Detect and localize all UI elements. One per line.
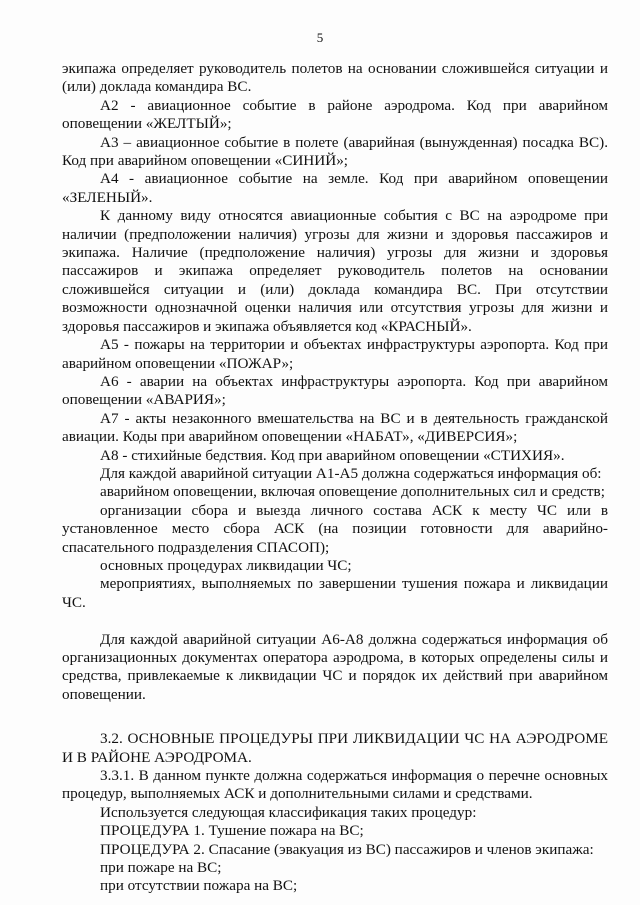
procedure-2: ПРОЦЕДУРА 2. Спасание (эвакуация из ВС) пассажиров и членов экипажа: — [100, 840, 594, 858]
paragraph-a1-a5-info: Для каждой аварийной ситуации А1-А5 должна содержаться информация об: — [100, 464, 602, 482]
paragraph-a6: А6 - аварии на объектах инфраструктуры аэропорта. Код при аварийном оповещении «АВАРИЯ»; — [62, 372, 608, 409]
procedure-2-fire: при пожаре на ВС; — [100, 859, 222, 877]
paragraph-a5: А5 - пожары на территории и объектах инфраструктуры аэропорта. Код при аварийном оповещении «ПОЖАР»; — [62, 336, 608, 372]
paragraph-a4: А4 - авиационное событие на земле. Код при аварийном оповещении «ЗЕЛЕНЫЙ». — [62, 170, 608, 206]
list-item-assembly: организации сбора и выезда личного состава АСК к месту ЧС или в установленное место сбора АСК (на позиции готовности для аварийно-спасательного подразделения СПАСОП); — [62, 501, 608, 556]
procedure-2-no-fire: при отсутствии пожара на ВС; — [100, 877, 298, 895]
document-body — [62, 60, 608, 896]
paragraph-3-3-1: 3.3.1. В данном пункте должна содержаться информация о перечне основных процедур, выполняемых АСК и дополнительными силами и средствами. — [62, 767, 608, 803]
paragraph-a4-description: К данному виду относятся авиационные события с ВС на аэродроме при наличии (предположении наличия) угрозы для жизни и здоровья пассажиров и экипажа. Наличие (предположение наличия) угрозы для жизни и здоровья пассажиров и экипажа определяет руководитель полетов на основании сложившейся ситуации и (или) доклада командира ВС. При отсутствии возможности однозначной оценки наличия или отсутствия угрозы для жизни и здоровья пассажиров и экипажа объявляется код «КРАСНЫЙ». — [62, 207, 608, 335]
list-item-notification: аварийном оповещении, включая оповещение дополнительных сил и средств; — [100, 483, 605, 501]
list-item-procedures: основных процедурах ликвидации ЧС; — [100, 556, 352, 574]
paragraph-a2: А2 - авиационное событие в районе аэродрома. Код при аварийном оповещении «ЖЕЛТЫЙ»; — [62, 96, 608, 133]
paragraph-continuation: экипажа определяет руководитель полетов на основании сложившейся ситуации и (или) доклада командира ВС. — [62, 60, 608, 96]
paragraph-a3: А3 – авиационное событие в полете (аварийная (вынужденная) посадка ВС). Код при аварийном оповещении «СИНИЙ»; — [62, 133, 608, 170]
procedure-1: ПРОЦЕДУРА 1. Тушение пожара на ВС; — [100, 822, 364, 840]
paragraph-a6-a8-info: Для каждой аварийной ситуации А6-А8 должна содержаться информация об организационных документах оператора аэродрома, в которых определены силы и средства, привлекаемые к ликвидации ЧС и порядок их действий при аварийном оповещении. — [62, 630, 608, 703]
paragraph-a8: А8 - стихийные бедствия. Код при аварийном оповещении «СТИХИЯ». — [100, 446, 565, 464]
list-item-measures: мероприятиях, выполняемых по завершении тушения пожара и ликвидации ЧС. — [62, 575, 608, 611]
paragraph-classification: Используется следующая классификация таких процедур: — [100, 803, 477, 821]
section-heading-3-2: 3.2. ОСНОВНЫЕ ПРОЦЕДУРЫ ПРИ ЛИКВИДАЦИИ ЧС НА АЭРОДРОМЕ И В РАЙОНЕ АЭРОДРОМА. — [62, 730, 608, 766]
paragraph-a7: А7 - акты незаконного вмешательства на ВС и в деятельность гражданской авиации. Коды при аварийном оповещении «НАБАТ», «ДИВЕРСИЯ»; — [62, 409, 608, 446]
page-number: 5 — [316, 30, 324, 45]
